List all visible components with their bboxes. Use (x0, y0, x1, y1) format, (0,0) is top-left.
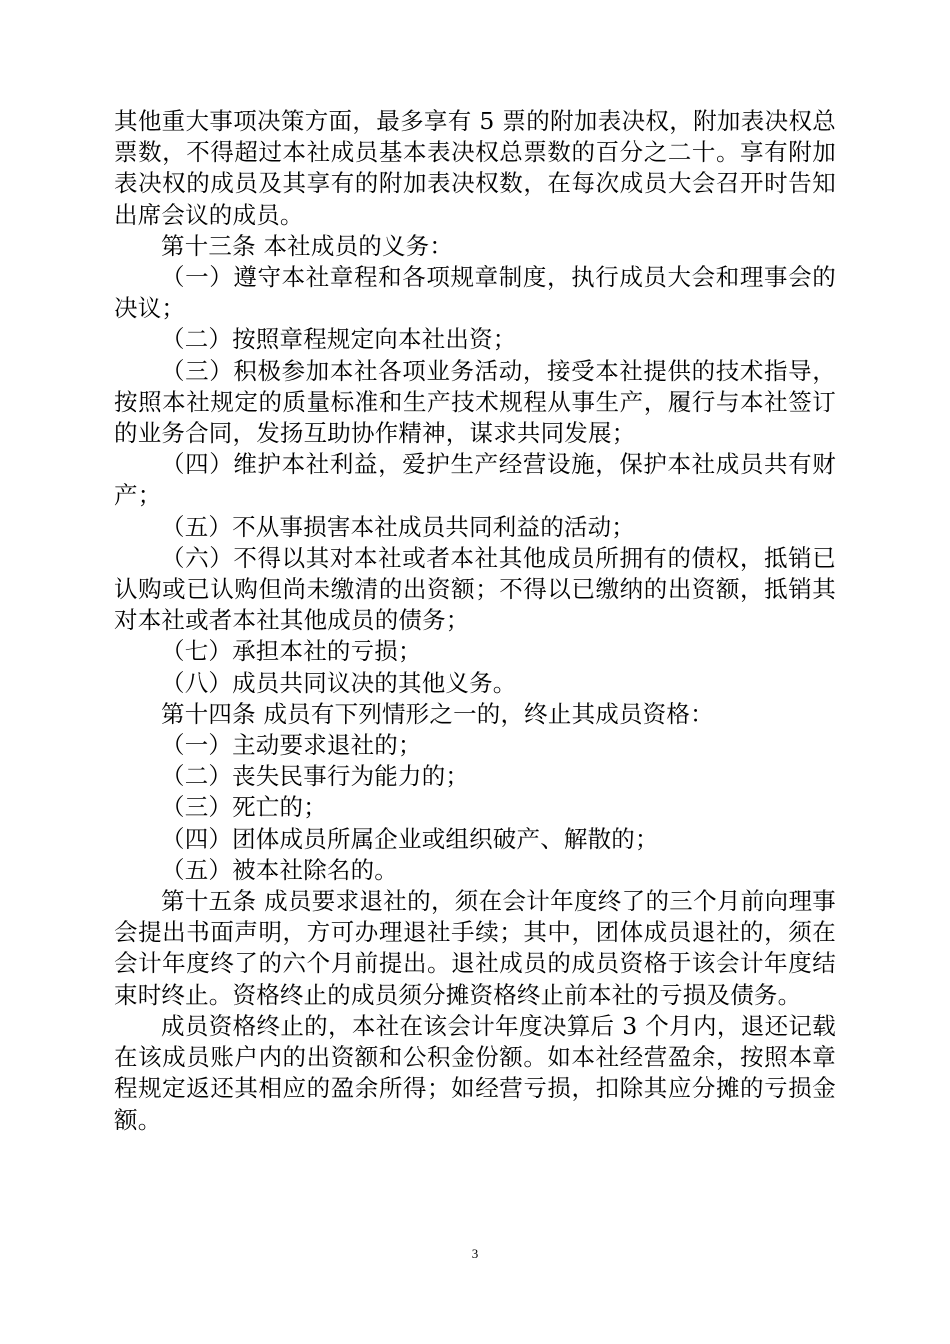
membership-termination-refund-paragraph: 成员资格终止的，本社在该会计年度决算后 3 个月内，退还记载在该成员账户内的出资额和公积金份额。如本社经营盈余，按照本章程规定返还其相应的盈余所得；如经营亏损，扣除其应分摊的亏损金额。 (114, 1011, 836, 1134)
article-13-item-3: （三）积极参加本社各项业务活动，接受本社提供的技术指导，按照本社规定的质量标准和生产技术规程从事生产，履行与本社签订的业务合同，发扬互助协作精神，谋求共同发展； (114, 356, 836, 448)
article-13-item-1: （一）遵守本社章程和各项规章制度，执行成员大会和理事会的决议； (114, 263, 836, 323)
article-13-item-6: （六）不得以其对本社或者本社其他成员所拥有的债权，抵销已认购或已认购但尚未缴清的出资额；不得以已缴纳的出资额，抵销其对本社或者本社其他成员的债务； (114, 543, 836, 635)
article-14-item-4: （四）团体成员所属企业或组织破产、解散的； (161, 824, 659, 853)
article-13-item-5: （五）不从事损害本社成员共同利益的活动； (161, 512, 635, 541)
article-13-item-2: （二）按照章程规定向本社出资； (161, 325, 517, 354)
article-15-paragraph: 第十五条 成员要求退社的，须在会计年度终了的三个月前向理事会提出书面声明，方可办理退社手续；其中，团体成员退社的，须在会计年度终了的六个月前提出。退社成员的成员资格于该会计年度结束时终止。资格终止的成员须分摊资格终止前本社的亏损及债务。 (114, 887, 836, 1009)
article-14-item-3: （三）死亡的； (161, 793, 327, 822)
article-14-heading: 第十四条 成员有下列情形之一的，终止其成员资格： (161, 699, 714, 728)
article-14-item-1: （一）主动要求退社的； (161, 731, 422, 760)
article-13-heading: 第十三条 本社成员的义务： (161, 231, 454, 260)
article-13-item-4: （四）维护本社利益，爱护生产经营设施，保护本社成员共有财产； (114, 450, 836, 510)
article-13-item-7: （七）承担本社的亏损； (161, 637, 422, 666)
article-14-item-2: （二）丧失民事行为能力的； (161, 762, 470, 791)
article-14-item-5: （五）被本社除名的。 (161, 855, 398, 884)
document-body (114, 106, 836, 1136)
paragraph-voting-rights: 其他重大事项决策方面，最多享有 5 票的附加表决权，附加表决权总票数，不得超过本社成员基本表决权总票数的百分之二十。享有附加表决权的成员及其享有的附加表决权数，在每次成员大会召开时告知出席会议的成员。 (114, 107, 836, 229)
page-number: 3 (471, 1246, 479, 1261)
article-13-item-8: （八）成员共同议决的其他义务。 (161, 668, 517, 697)
